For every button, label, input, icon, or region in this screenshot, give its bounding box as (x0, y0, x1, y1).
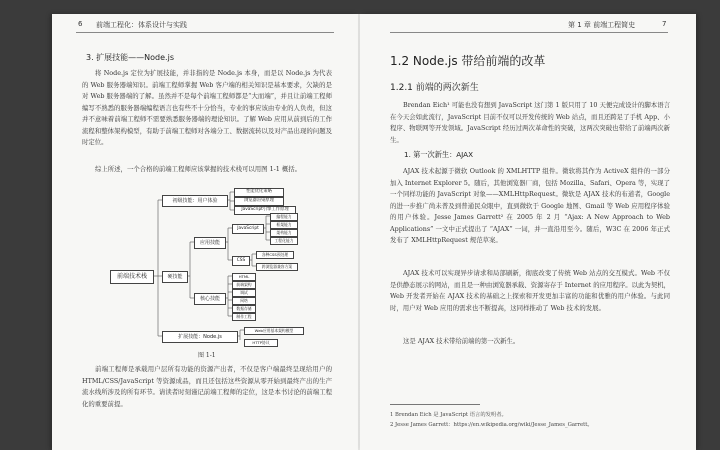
diagram-core-item-2: 前端架构 (232, 281, 256, 289)
right-page (360, 14, 696, 450)
left-page (52, 14, 358, 450)
left-paragraph-3: 前端工程师是承载用户层所有功能的资源产出者，不仅是客户端最终呈现给用户的 HTML/CSS/JavaScript 等资源成品，而且还包括这些资源从零开始到最终产出的生产流水线所涉及的所有环节。请读者时刻谨记前端工程师的定位，这是本书讨论的前端工程化的重要前提。 (82, 365, 332, 408)
diagram-css-item-1: 各种CSS预处理 (256, 251, 294, 259)
left-paragraph-2: 综上所述，一个合格的前端工程师应该掌握的技术栈可以用图 1-1 概括。 (95, 165, 302, 173)
diagram-core-item-6: 制作工程 (232, 313, 256, 321)
footnote-2: 2 Jesse James Garrett：https://en.wikipedia.org/wiki/Jesse_James_Garrett。 (390, 422, 593, 428)
section-heading-nodejs: 3. 扩展技能——Node.js (86, 53, 174, 62)
diagram-javascript: JavaScript (232, 224, 264, 234)
diagram-root-node: 前端技术栈 (110, 270, 154, 284)
right-header-page-number: 7 (662, 20, 667, 28)
section-title-1-2: 1.2 Node.js 带给前端的改革 (390, 54, 546, 68)
figure-caption: 图 1-1 (198, 352, 216, 359)
right-header-rule (390, 32, 668, 33)
left-header-rule (76, 32, 334, 33)
diagram-core-skills: 核心技能 (194, 293, 226, 305)
diagram-core-item-5: 数据存储 (232, 305, 256, 313)
diagram-ux-item-1: 性能优化策略 (234, 188, 284, 197)
diagram-core-item-3: 调试 (232, 289, 256, 297)
diagram-ux-item-3: JavaScript引擎工作原理 (234, 206, 296, 215)
diagram-branch-core: 硬技能 (162, 271, 188, 283)
diagram-js-item-3: 架构能力 (270, 229, 298, 237)
diagram-app-skills: 应用技能 (194, 237, 226, 249)
diagram-js-item-2: 框架能力 (270, 221, 298, 229)
left-header-title: 前端工程化：体系设计与实践 (96, 21, 187, 29)
diagram-ext-item-2: HTTP协议 (244, 339, 278, 347)
diagram-core-item-1: HTML (232, 273, 256, 281)
section-title-1-2-1: 1.2.1 前端的两次新生 (390, 83, 479, 93)
diagram-css: CSS (232, 256, 250, 266)
right-paragraph-2: AJAX 技术起源于微软 Outlook 的 XMLHTTP 组件。微软将其作为 ActiveX 组件的一部分加入 Internet Explorer 5。随后，其他浏览器厂商，包括 Mozilla、Safari、Opera 等，实现了一个同样功能的 JavaScript 对象——XMLHttpRequest。微软是 AJAX 技术的布道者，Google 的进一步推广尚未普及到普通民众眼中，直到微软于 Google 地图、Gmail 等 Web 应用程序体验的用户体验。Jesse James Garrett² 在 2005 年 2 月 “Ajax: A New Approach to Web Applications” 一文中正式提出了 “AJAX” 一词，并一直沿用至今。随后，W3C 在 2006 年正式发布了 XMLHttpRequest 规范草案。 (390, 167, 670, 244)
diagram-core-item-4: 网络 (232, 297, 256, 305)
right-header-chapter: 第 1 章 前端工程简史 (568, 21, 636, 29)
diagram-js-item-4: 工程化能力 (270, 237, 298, 245)
tech-stack-diagram (108, 189, 308, 346)
diagram-branch-ext: 扩展技能：Node.js (162, 331, 238, 343)
right-paragraph-3: AJAX 技术可以实现异步请求和局部刷新，彻底改变了传统 Web 站点的交互模式。Web 不仅是供静态展示的网站，而且是一种由浏览器承载、资源寄存于 Internet 的应用程序。以此为契机，Web 开发者开始在 AJAX 技术的基础之上探索和开发更加丰富的功能和优雅的用户体验。与此同时，用户对 Web 应用的需求也不断提高，这同样推动了 Web 技术的发展。 (390, 269, 670, 312)
footnote-1: 1 Brendan Eich 是 JavaScript 语言的发明者。 (390, 412, 507, 418)
right-paragraph-4: 这是 AJAX 技术带给前端的第一次新生。 (403, 337, 520, 345)
left-header-page-number: 6 (78, 20, 83, 28)
diagram-ux-item-2: 浏览器渲染原理 (234, 197, 284, 206)
diagram-js-item-1: 编程能力 (270, 213, 298, 221)
diagram-ext-item-1: Web应用基本架构模型 (244, 327, 304, 335)
diagram-branch-basic: 初级技能：用户体验 (162, 195, 228, 207)
subheading-ajax: 1. 第一次新生：AJAX (404, 150, 474, 159)
diagram-css-item-2: 跨浏览器兼容方案 (256, 263, 298, 271)
right-paragraph-1: Brendan Eich¹ 可能也没有想到 JavaScript 这门第 1 版只用了 10 天便完成设计的脚本语言在今天会如此流行，JavaScript 目前不仅可以开发传统的 Web 站点，而且还跨足了手机 App、小程序、物联网等开发领域。JavaScript 经历过两次革命性的突破，这两次突破也带给了前端两次新生。 (390, 101, 670, 144)
footnote-rule (390, 404, 480, 405)
left-paragraph-1: 将 Node.js 定位为扩展技能，并非指的是 Node.js 本身，而是以 Node.js 为代表的 Web 服务器端知识。前端工程师掌握 Web 客户端的相关知识是基本要求，欠缺的是对 Web 服务器端的了解。虽然并不是每个前端工程师都是“大而端”，并且让前端工程师编写不熟悉的服务器端编程语言也有些不十分恰当，专业的事应该由专业的人负责，但这并不意味着前端工程师不需要熟悉服务器端的理论知识。了解 Web 应用从前到后的工作流程和整体架构模型，有助于前端工程师对各端分工、数据流转以及对产品出现的问题及时定位。 (82, 69, 332, 146)
